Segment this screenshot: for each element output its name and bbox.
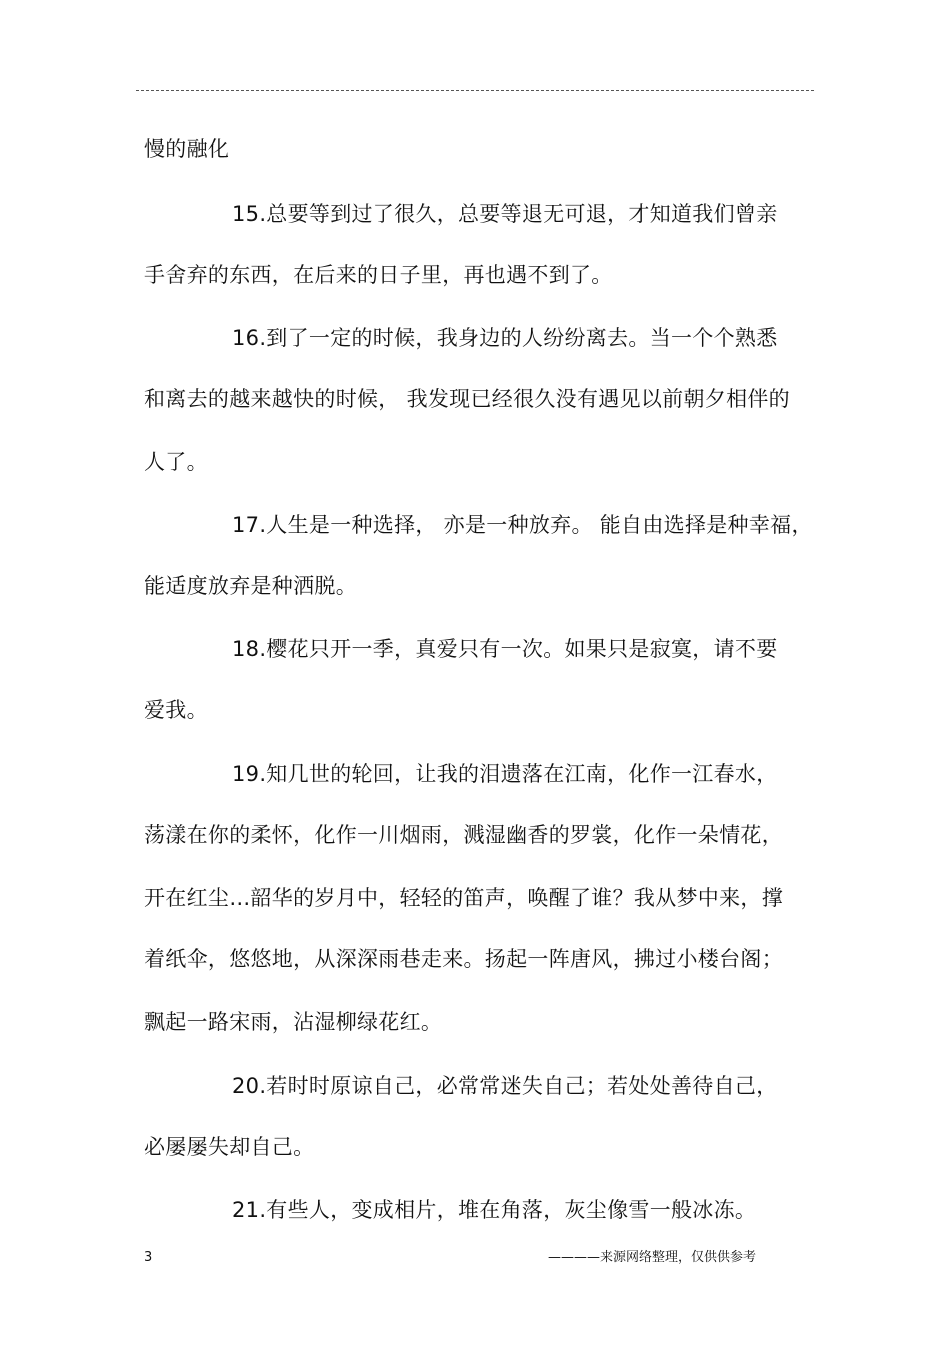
text-line: 和离去的越来越快的时候， 我发现已经很久没有遇见以前朝夕相伴的 (144, 387, 790, 411)
text-line: 17.人生是一种选择， 亦是一种放弃。 能自由选择是种幸福， (232, 513, 813, 537)
text-line: 爱我。 (144, 698, 208, 722)
header-dashed-rule (136, 90, 814, 91)
text-line: 手舍弃的东西，在后来的日子里，再也遇不到了。 (144, 263, 613, 287)
text-line: 20.若时时原谅自己，必常常迷失自己；若处处善待自己， (232, 1074, 778, 1098)
text-line: 16.到了一定的时候，我身边的人纷纷离去。当一个个熟悉 (232, 326, 778, 350)
text-line: 15.总要等到过了很久，总要等退无可退，才知道我们曾亲 (232, 202, 778, 226)
text-line: 18.樱花只开一季，真爱只有一次。如果只是寂寞，请不要 (232, 637, 778, 661)
text-line: 飘起一路宋雨，沾湿柳绿花红。 (144, 1010, 443, 1034)
text-line: 荡漾在你的柔怀，化作一川烟雨，溅湿幽香的罗裳，化作一朵情花， (144, 823, 783, 847)
text-line: 21.有些人，变成相片，堆在角落，灰尘像雪一般冰冻。 (232, 1198, 757, 1222)
text-line: 着纸伞，悠悠地，从深深雨巷走来。扬起一阵唐风，拂过小楼台阁； (144, 947, 783, 971)
text-line: 慢的融化 (144, 137, 230, 161)
footer-note: ————来源网络整理，仅供供参考 (548, 1250, 757, 1265)
text-line: 19.知几世的轮回，让我的泪遗落在江南，化作一江春水， (232, 762, 778, 786)
text-line: 人了。 (144, 450, 208, 474)
text-line: 必屡屡失却自己。 (144, 1135, 315, 1159)
page-number: 3 (144, 1250, 153, 1265)
text-line: 开在红尘…韶华的岁月中，轻轻的笛声，唤醒了谁？我从梦中来，撑 (144, 886, 783, 910)
text-line: 能适度放弃是种洒脱。 (144, 574, 357, 598)
